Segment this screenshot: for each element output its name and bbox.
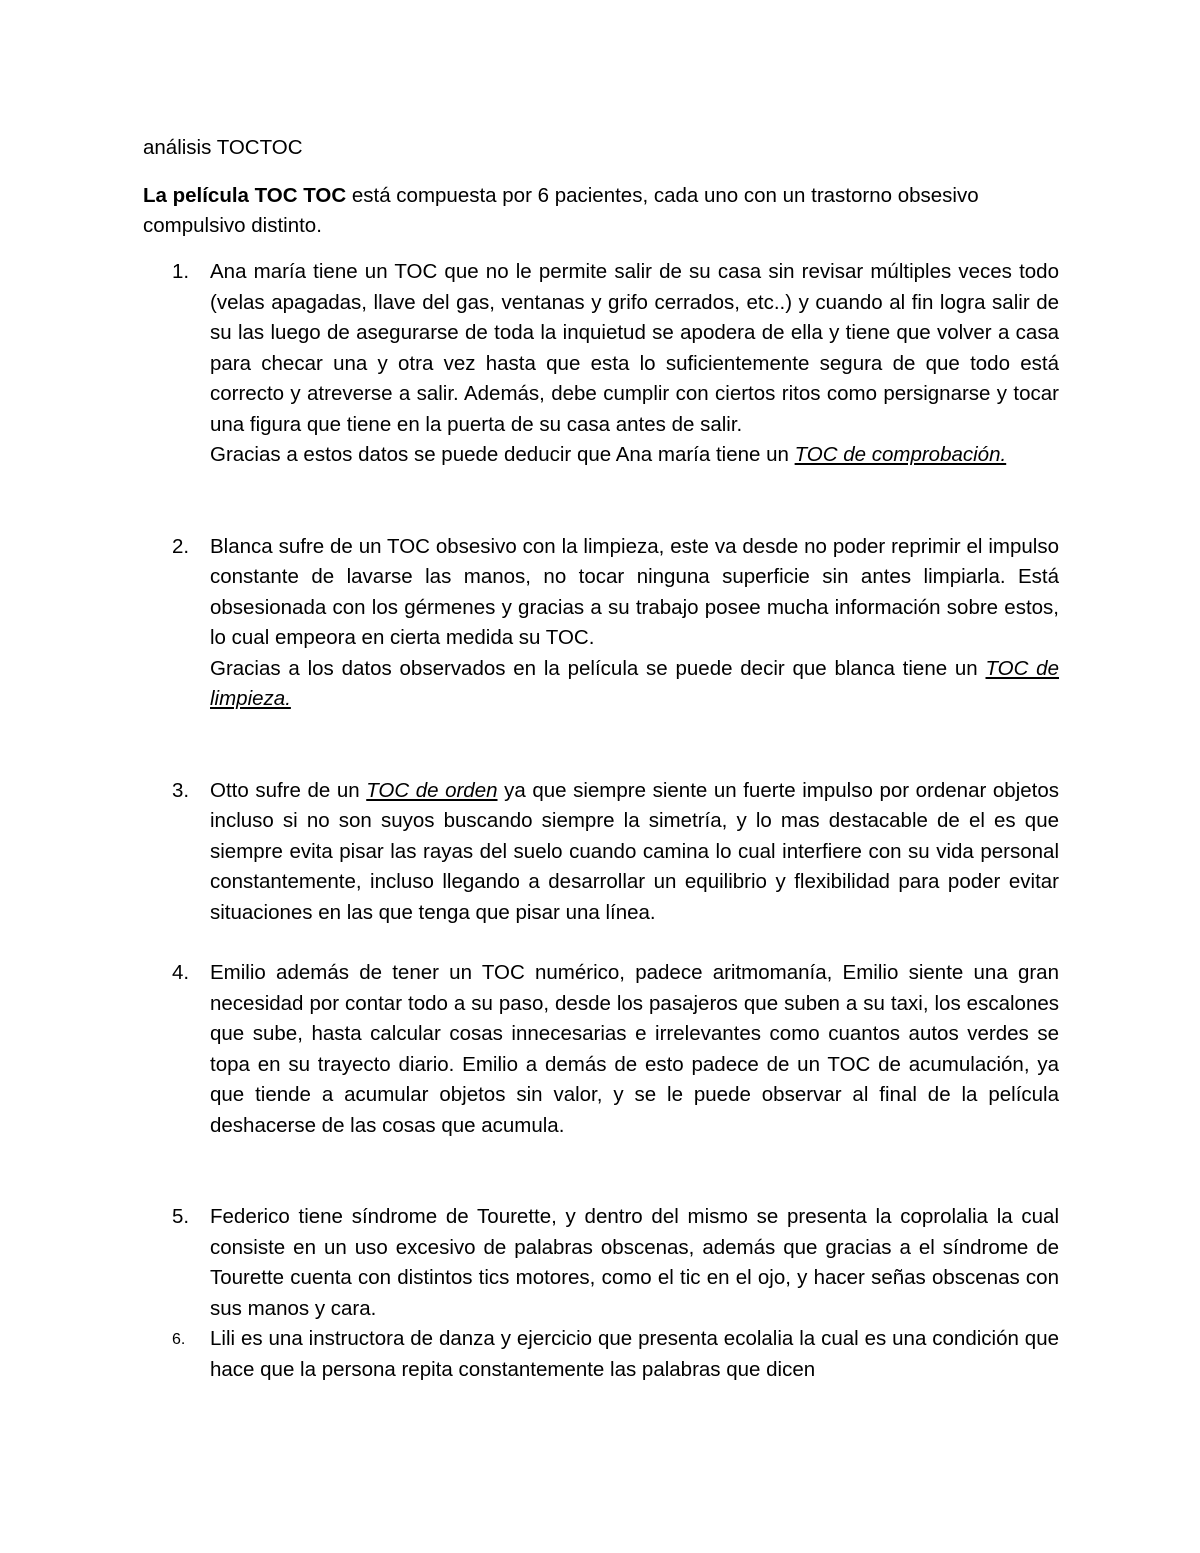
list-item-5 — [143, 1202, 1059, 1324]
item-3-post: ya que siempre siente un fuerte impulso por ordenar objetos incluso si no son suyos buscando siempre la simetría, y lo mas destacable de el es que siempre evita pisar las rayas del suelo cuando camina lo cual interfiere con su vida personal constantemente, incluso llegando a desarrollar un equilibrio y flexibilidad para poder evitar situaciones en las que tenga que pisar una línea. — [210, 778, 1059, 924]
list-item-4 — [143, 958, 1059, 1141]
conclusion-1-pre: Gracias a estos datos se puede deducir que Ana maría tiene un — [210, 443, 795, 466]
conclusion-2-emphasis: TOC de limpieza. — [210, 656, 1059, 710]
list-item-1-body: Ana maría tiene un TOC que no le permite salir de su casa sin revisar múltiples veces todo (velas apagadas, llave del gas, ventanas y grifo cerrados, etc..) y cuando al fin logra salir de su las luego de asegurarse de toda la inquietud se apodera de ella y tiene que volver a casa para checar una y otra vez hasta que esta lo suficientemente segura de que todo está correcto y atreverse a salir. Además, debe cumplir con ciertos ritos como persignarse y tocar una figura que tiene en la puerta de su casa antes de salir. — [210, 260, 1059, 436]
item-3-emphasis: TOC de orden — [366, 778, 498, 802]
intro-lead-bold: La película TOC TOC — [143, 184, 347, 207]
list-marker-3: 3. — [172, 778, 190, 802]
document-content — [143, 133, 1059, 1385]
toc-patient-list — [143, 257, 1059, 1385]
list-marker-6: 6. — [172, 1331, 186, 1348]
list-gap-after-4 — [143, 1141, 1059, 1202]
list-item-3 — [143, 776, 1059, 929]
list-gap-after-3 — [143, 928, 1059, 958]
conclusion-1-emphasis: TOC de comprobación. — [794, 443, 1007, 466]
list-gap-after-2 — [143, 715, 1059, 776]
list-marker-4: 4. — [172, 961, 190, 984]
intro-rest: está compuesta por 6 pacientes, cada uno con un trastorno obsesivo compulsivo distinto. — [143, 184, 979, 237]
list-item-4-body: Emilio además de tener un TOC numérico, padece aritmomanía, Emilio siente una gran necesidad por contar todo a su paso, desde los pasajeros que suben a su taxi, los escalones que sube, hasta calcular cosas innecesarias e irrelevantes como cuantos autos verdes se topa en su trayecto diario. Emilio a demás de esto padece de un TOC de acumulación, ya que tiende a acumular objetos sin valor, y se le puede observar al final de la película deshacerse de las cosas que acumula. — [210, 961, 1059, 1137]
list-gap-after-1 — [143, 471, 1059, 532]
document-heading: análisis TOCTOC — [143, 136, 303, 159]
list-item-2 — [143, 532, 1059, 715]
item-3-pre: Otto sufre de un — [210, 778, 367, 802]
list-item-2-body: Blanca sufre de un TOC obsesivo con la limpieza, este va desde no poder reprimir el impulso constante de lavarse las manos, no tocar ninguna superficie sin antes limpiarla. Está obsesionada con los gérmenes y gracias a su trabajo posee mucha información sobre estos, lo cual empeora en cierta medida su TOC. — [210, 534, 1059, 649]
list-item-3-body — [210, 776, 1059, 929]
list-item-1-conclusion — [210, 440, 1059, 471]
intro-paragraph — [143, 181, 1059, 241]
list-item-5-body: Federico tiene síndrome de Tourette, y dentro del mismo se presenta la coprolalia la cual consiste en un uso excesivo de palabras obscenas, además que gracias a el síndrome de Tourette cuenta con distintos tics motores, como el tic en el ojo, y hacer señas obscenas con sus manos y cara. — [210, 1205, 1059, 1320]
list-item-2-conclusion — [210, 654, 1059, 715]
list-item-6 — [143, 1324, 1059, 1385]
list-marker-5: 5. — [172, 1205, 190, 1228]
list-item-1 — [143, 257, 1059, 471]
conclusion-2-pre: Gracias a los datos observados en la película se puede decir que blanca tiene un — [210, 656, 986, 680]
list-marker-2: 2. — [172, 534, 190, 558]
list-item-6-body: Lili es una instructora de danza y ejercicio que presenta ecolalia la cual es una condición que hace que la persona repita constantemente las palabras que dicen — [210, 1327, 1059, 1381]
list-marker-1: 1. — [172, 260, 190, 283]
